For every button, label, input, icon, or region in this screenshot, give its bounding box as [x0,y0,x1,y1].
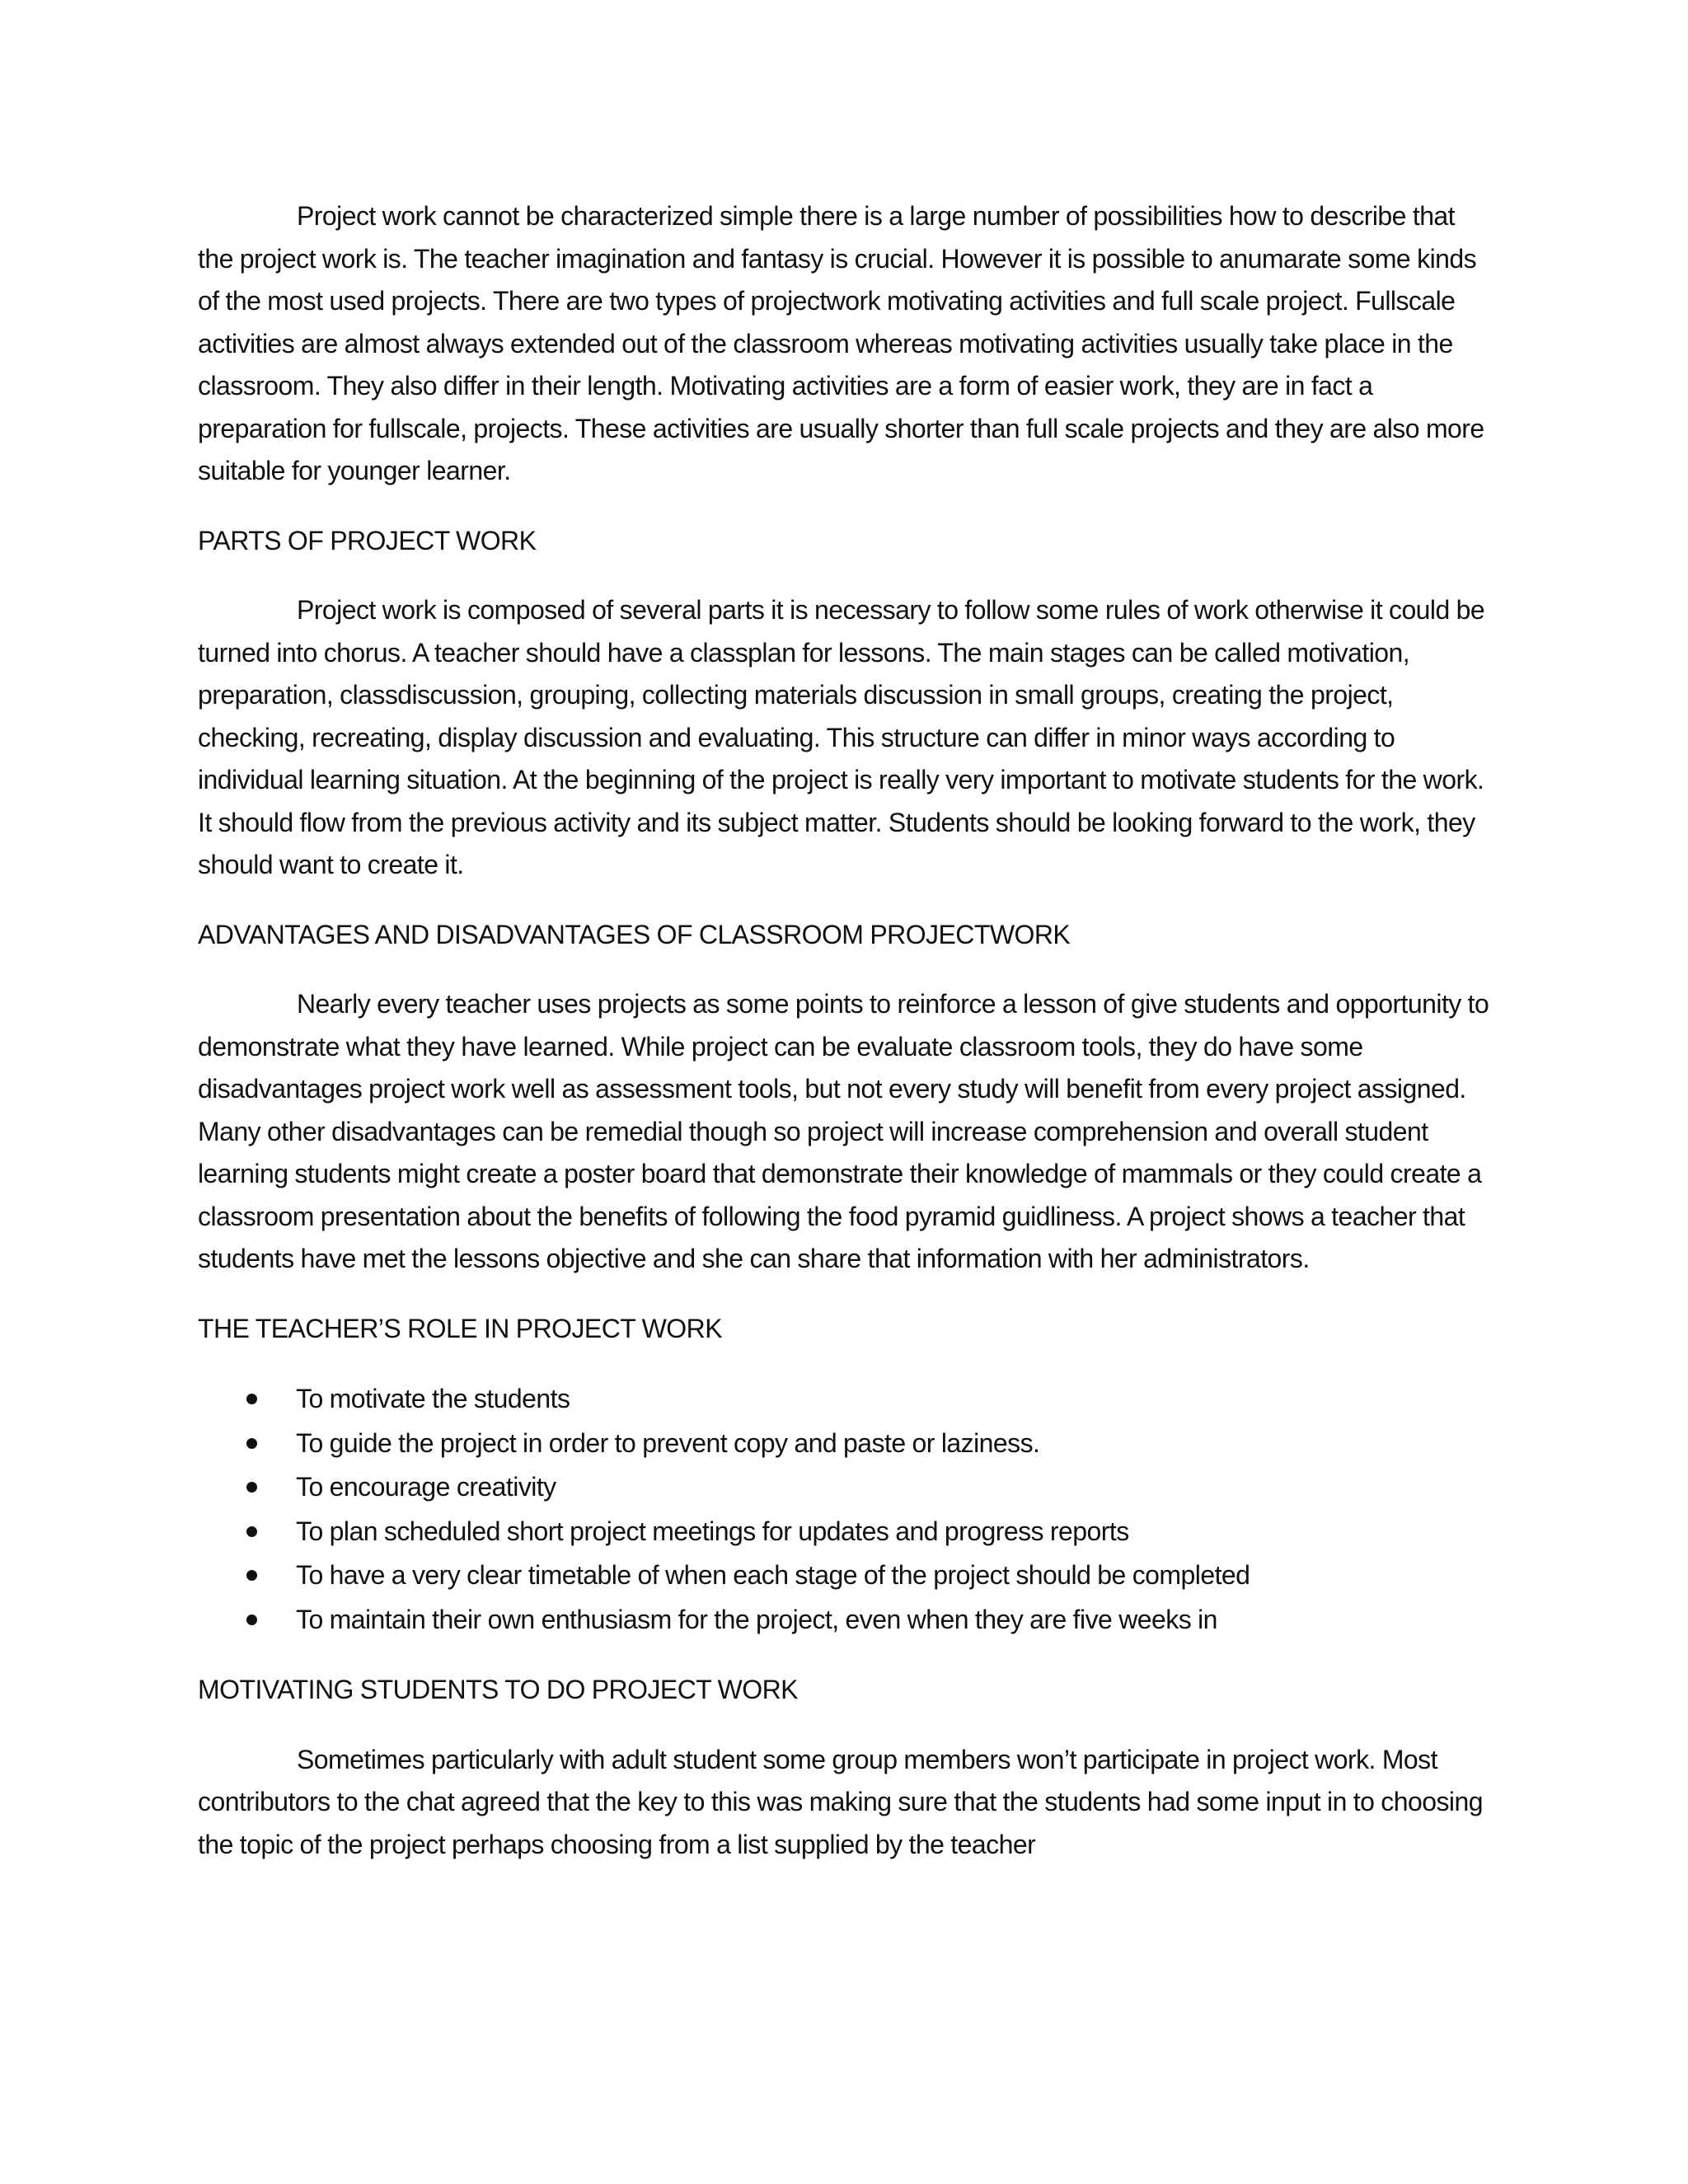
section-heading-advantages: ADVANTAGES AND DISADVANTAGES OF CLASSROOM PROJECTWORK [198,919,1071,949]
section-paragraph-advantages: Nearly every teacher uses projects as some points to reinforce a lesson of give students and opportunity to demonstrate what they have learned. While project can be evaluate classroom tools, they do have some disadvantages project work well as assessment tools, but not every study will benefit from every project assigned. Many other disadvantages can be remedial though so project will increase comprehension and overall student learning students might create a poster board that demonstrate their knowledge of mammals or they could create a classroom presentation about the benefits of following the food pyramid guidliness. A project shows a teacher that students have met the lessons objective and she can share that information with her administrators. [198,989,1489,1273]
bullet-icon [246,1394,257,1404]
list-item-text: To motivate the students [296,1384,570,1413]
document-page [198,195,1496,1893]
section-heading-motivating: MOTIVATING STUDENTS TO DO PROJECT WORK [198,1675,798,1704]
list-item [198,1510,1496,1554]
section-heading-parts: PARTS OF PROJECT WORK [198,525,537,555]
list-item [198,1598,1496,1643]
list-item-text: To plan scheduled short project meetings for updates and progress reports [296,1516,1129,1546]
bullet-icon [246,1570,257,1581]
list-item-text: To maintain their own enthusiasm for the project, even when they are five weeks in [296,1604,1217,1634]
list-item-text: To guide the project in order to prevent copy and paste or laziness. [296,1427,1040,1458]
bullet-icon [246,1482,257,1493]
section-paragraph-parts: Project work is composed of several parts it is necessary to follow some rules of work otherwise it could be turned into chorus. A teacher should have a classplan for lessons. The main stages can be called motivation, preparation, classdiscussion, grouping, collecting materials discussion in small groups, creating the project, checking, recreating, display discussion and evaluating. This structure can differ in minor ways according to individual learning situation. At the beginning of the project is really very important to motivate students for the work. It should flow from the previous activity and its subject matter. Students should be looking forward to the work, they should want to create it. [198,595,1485,879]
list-item [198,1377,1496,1422]
teacher-role-list [198,1377,1496,1642]
bullet-icon [246,1438,257,1449]
list-item [198,1422,1496,1466]
bullet-icon [246,1615,257,1625]
intro-paragraph: Project work cannot be characterized simple there is a large number of possibilities how to describe that the project work is. The teacher imagination and fantasy is crucial. However it is possible to anumarate some kinds of the most used projects. There are two types of projectwork motivating activities and full scale project. Fullscale activities are almost always extended out of the classroom whereas motivating activities usually take place in the classroom. They also differ in their length. Motivating activities are a form of easier work, they are in fact a preparation for fullscale, projects. These activities are usually shorter than full scale projects and they are also more suitable for younger learner. [198,201,1484,485]
list-item-text: To encourage creativity [296,1472,556,1502]
list-item [198,1465,1496,1510]
bullet-icon [246,1526,257,1537]
list-item [198,1554,1496,1598]
section-heading-teacher-role: THE TEACHER’S ROLE IN PROJECT WORK [198,1313,722,1343]
section-paragraph-motivating: Sometimes particularly with adult student some group members won’t participate in project work. Most contributors to the chat agreed that the key to this was making sure that the students had some input in to choosing the topic of the project perhaps choosing from a list supplied by the teacher [198,1744,1483,1859]
list-item-text: To have a very clear timetable of when each stage of the project should be completed [296,1560,1250,1590]
